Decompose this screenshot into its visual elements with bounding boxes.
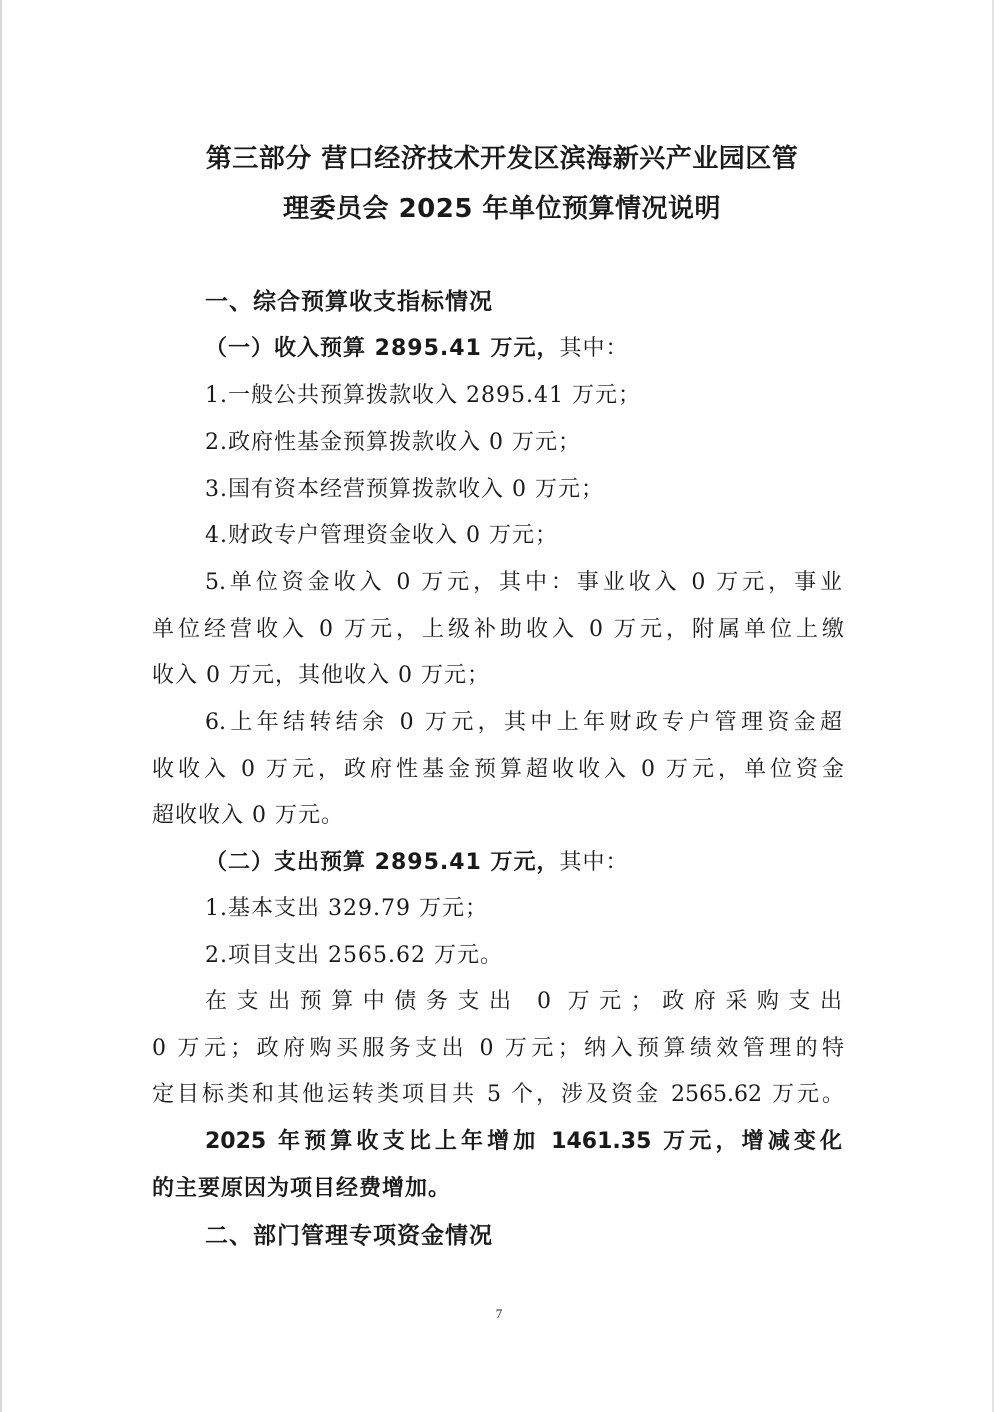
income-item-2: 2.政府性基金预算拨款收入 0 万元；	[205, 430, 581, 455]
expense-heading-bold: （二）支出预算 2895.41 万元，	[205, 850, 560, 875]
income-item-6-line-3: 超收收入 0 万元。	[152, 803, 344, 828]
page-number: 7	[495, 1306, 503, 1321]
income-item-5-line-2: 单位经营收入 0 万元，上级补助收入 0 万元，附属单位上缴	[152, 617, 844, 642]
section-1-heading: 一、综合预算收支指标情况	[205, 289, 493, 315]
expense-heading-tail: 其中：	[559, 850, 629, 875]
expense-para-line-3: 定目标类和其他运转类项目共 5 个，涉及资金 2565.62 万元。	[152, 1082, 844, 1107]
income-heading-bold: （一）收入预算 2895.41 万元，	[205, 336, 560, 361]
income-item-1: 1.一般公共预算拨款收入 2895.41 万元；	[205, 383, 641, 408]
expense-item-2: 2.项目支出 2565.62 万元。	[205, 943, 503, 968]
change-line-1: 2025 年预算收支比上年增加 1461.35 万元，增减变化	[205, 1129, 842, 1154]
income-heading-tail: 其中：	[559, 336, 629, 361]
expense-para-line-1: 在支出预算中债务支出 0 万元；政府采购支出	[205, 989, 842, 1014]
section-2-heading: 二、部门管理专项资金情况	[205, 1223, 493, 1249]
page-title-line-2: 理委员会 2025 年单位预算情况说明	[283, 194, 721, 224]
expense-heading	[205, 845, 629, 876]
income-item-5-line-1: 5.单位资金收入 0 万元，其中：事业收入 0 万元，事业	[205, 570, 842, 595]
income-item-6-line-1: 6.上年结转结余 0 万元，其中上年财政专户管理资金超	[205, 710, 842, 735]
page-title-line-1: 第三部分 营口经济技术开发区滨海新兴产业园区管	[205, 144, 799, 174]
expense-para-line-2: 0 万元；政府购买服务支出 0 万元；纳入预算绩效管理的特	[152, 1036, 844, 1061]
income-item-5-line-3: 收入 0 万元，其他收入 0 万元；	[152, 663, 490, 688]
expense-item-1: 1.基本支出 329.79 万元；	[205, 896, 488, 921]
change-line-2: 的主要原因为项目经费增加。	[152, 1176, 452, 1201]
income-item-3: 3.国有资本经营预算拨款收入 0 万元；	[205, 477, 604, 502]
income-item-4: 4.财政专户管理资金收入 0 万元；	[205, 523, 558, 548]
income-heading	[205, 331, 629, 362]
income-item-6-line-2: 收收入 0 万元，政府性基金预算超收收入 0 万元，单位资金	[152, 757, 844, 782]
